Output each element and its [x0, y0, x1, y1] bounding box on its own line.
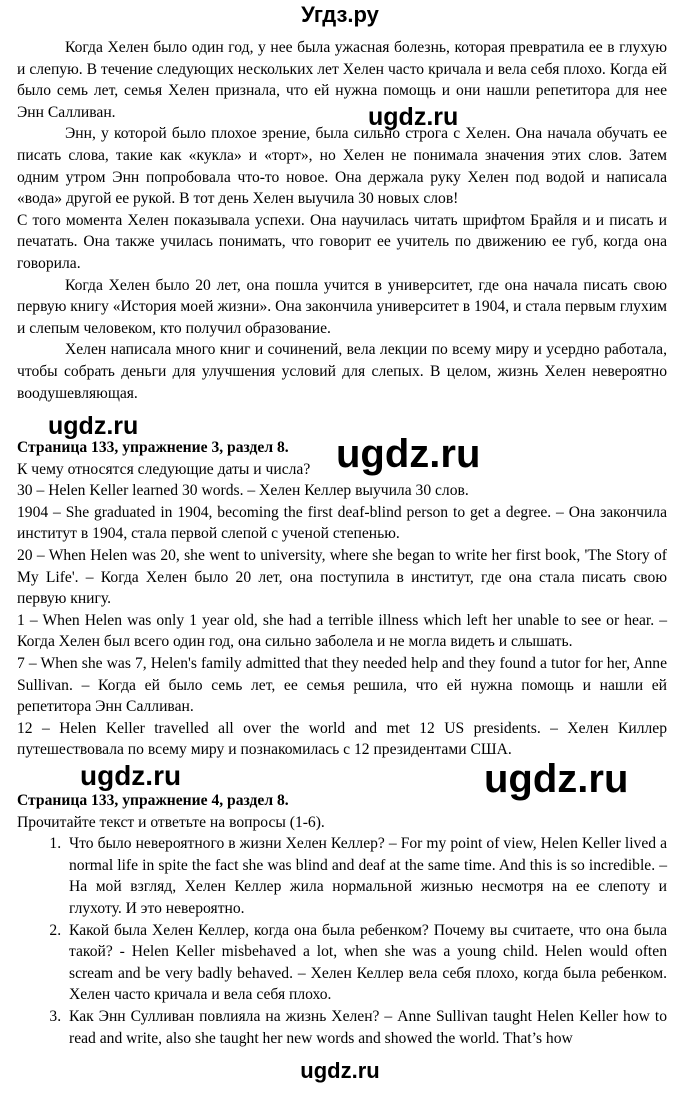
exercise-4-instruction: Прочитайте текст и ответьте на вопросы (1-6). — [17, 813, 325, 831]
answer-item: 1 – When Helen was only 1 year old, she had a terrible illness which left her unable to see or hear. – Когда Хелен был всего один год, она сильно заболела и не могла видеть и слышать. — [17, 611, 667, 651]
story-text — [17, 37, 667, 404]
watermark: ugdz.ru — [80, 760, 182, 791]
watermark: ugdz.ru — [368, 103, 459, 131]
story-paragraph: Когда Хелен было 20 лет, она пошла учится в университет, где она начала писать свою первую книгу «История моей жизни». Она закончила университет в 1904, и стала первым глухим и слепым человеком, кто получил образование. — [17, 276, 667, 337]
answer-item: 30 – Helen Keller learned 30 words. – Хелен Келлер выучила 30 слов. — [17, 482, 469, 500]
story-paragraph: С того момента Хелен показывала успехи. Она научилась читать шрифтом Брайля и и писать и печатать. Она также училась понимать, что говорит ее учитель по движению ее губ, когда она говорила. — [17, 211, 667, 272]
watermark: ugdz.ru — [336, 432, 481, 476]
list-item: 3. Как Энн Сулливан повлияла на жизнь Хелен? – Anne Sullivan taught Helen Keller how to read and write, also she taught her new words and showed the world. That’s how — [65, 1006, 667, 1049]
answer-item: 7 – When she was 7, Helen's family admitted that they needed help and they found a tutor for her, Anne Sullivan. – Когда ей было семь лет, ее семья решила, что ей нужна помощь и нашли ей репетитора Энн Салливан. — [17, 654, 667, 716]
exercise-3-question: К чему относятся следующие даты и числа? — [17, 460, 311, 478]
exercise-3 — [17, 437, 667, 761]
watermark: ugdz.ru — [484, 757, 629, 801]
site-footer: ugdz.ru — [300, 1058, 380, 1083]
exercise-4-heading: Страница 133, упражнение 4, раздел 8. — [17, 792, 289, 809]
site-title: Угдз.ру — [301, 2, 379, 27]
answer-item: 20 – When Helen was 20, she went to university, where she began to write her first book, 'The Story of My Life'. – Когда Хелен было 20 лет, она поступила в институт, где она стала писать свою первую книгу. — [17, 546, 667, 608]
watermark: ugdz.ru — [48, 412, 139, 440]
story-paragraph: Энн, у которой было плохое зрение, была сильно строга с Хелен. Она начала обучать ее писать слова, такие как «кукла» и «торт», но Хелен не понимала значения этих слов. Затем одним утром Энн попробовала что-то новое. Она держала руку Хелен под водой и написала «вода» другой ее рукой. В тот день Хелен выучила 30 новых слов! — [17, 125, 667, 208]
exercise-3-heading: Страница 133, упражнение 3, раздел 8. — [17, 439, 289, 456]
answer-list — [17, 833, 667, 1049]
list-item: 2. Какой была Хелен Келлер, когда она была ребенком? Почему вы считаете, что она была такой? - Helen Keller misbehaved a lot, when she was a young child. Helen would often scream and be very badly behaved. – Хелен Келлер вела себя плохо, когда была ребенком. Хелен часто кричала и вела себя плохо. — [65, 920, 667, 1006]
answer-item: 1904 – She graduated in 1904, becoming the first deaf-blind person to get a degree. – Она закончила институт в 1904, стала первой слепой с ученой степенью. — [17, 503, 667, 543]
answer-item: 12 – Helen Keller travelled all over the world and met 12 US presidents. – Хелен Киллер путешествовала по всему миру и познакомилась с 12 президентами США. — [17, 719, 667, 759]
story-paragraph: Хелен написала много книг и сочинений, вела лекции по всему миру и усердно работала, чтобы собрать деньги для улучшения условий для слепых. В целом, жизнь Хелен невероятно воодушевляющая. — [17, 341, 667, 402]
list-item: 1. Что было невероятного в жизни Хелен Келлер? – For my point of view, Helen Keller lived a normal life in spite the fact she was blind and deaf at the same time. And this is so incredible. – На мой взгляд, Хелен Келлер жила нормальной жизнью несмотря на ее слепоту и глухоту. И это невероятно. — [65, 833, 667, 919]
exercise-4 — [17, 790, 667, 1049]
story-paragraph: Когда Хелен было один год, у нее была ужасная болезнь, которая превратила ее в глухую и слепую. В течение следующих нескольких лет Хелен часто кричала и вела себя плохо. Когда ей было семь лет, семья Хелен признала, что ей нужна помощь и они нашли репетитора для нее Энн Салливан. — [17, 39, 667, 121]
